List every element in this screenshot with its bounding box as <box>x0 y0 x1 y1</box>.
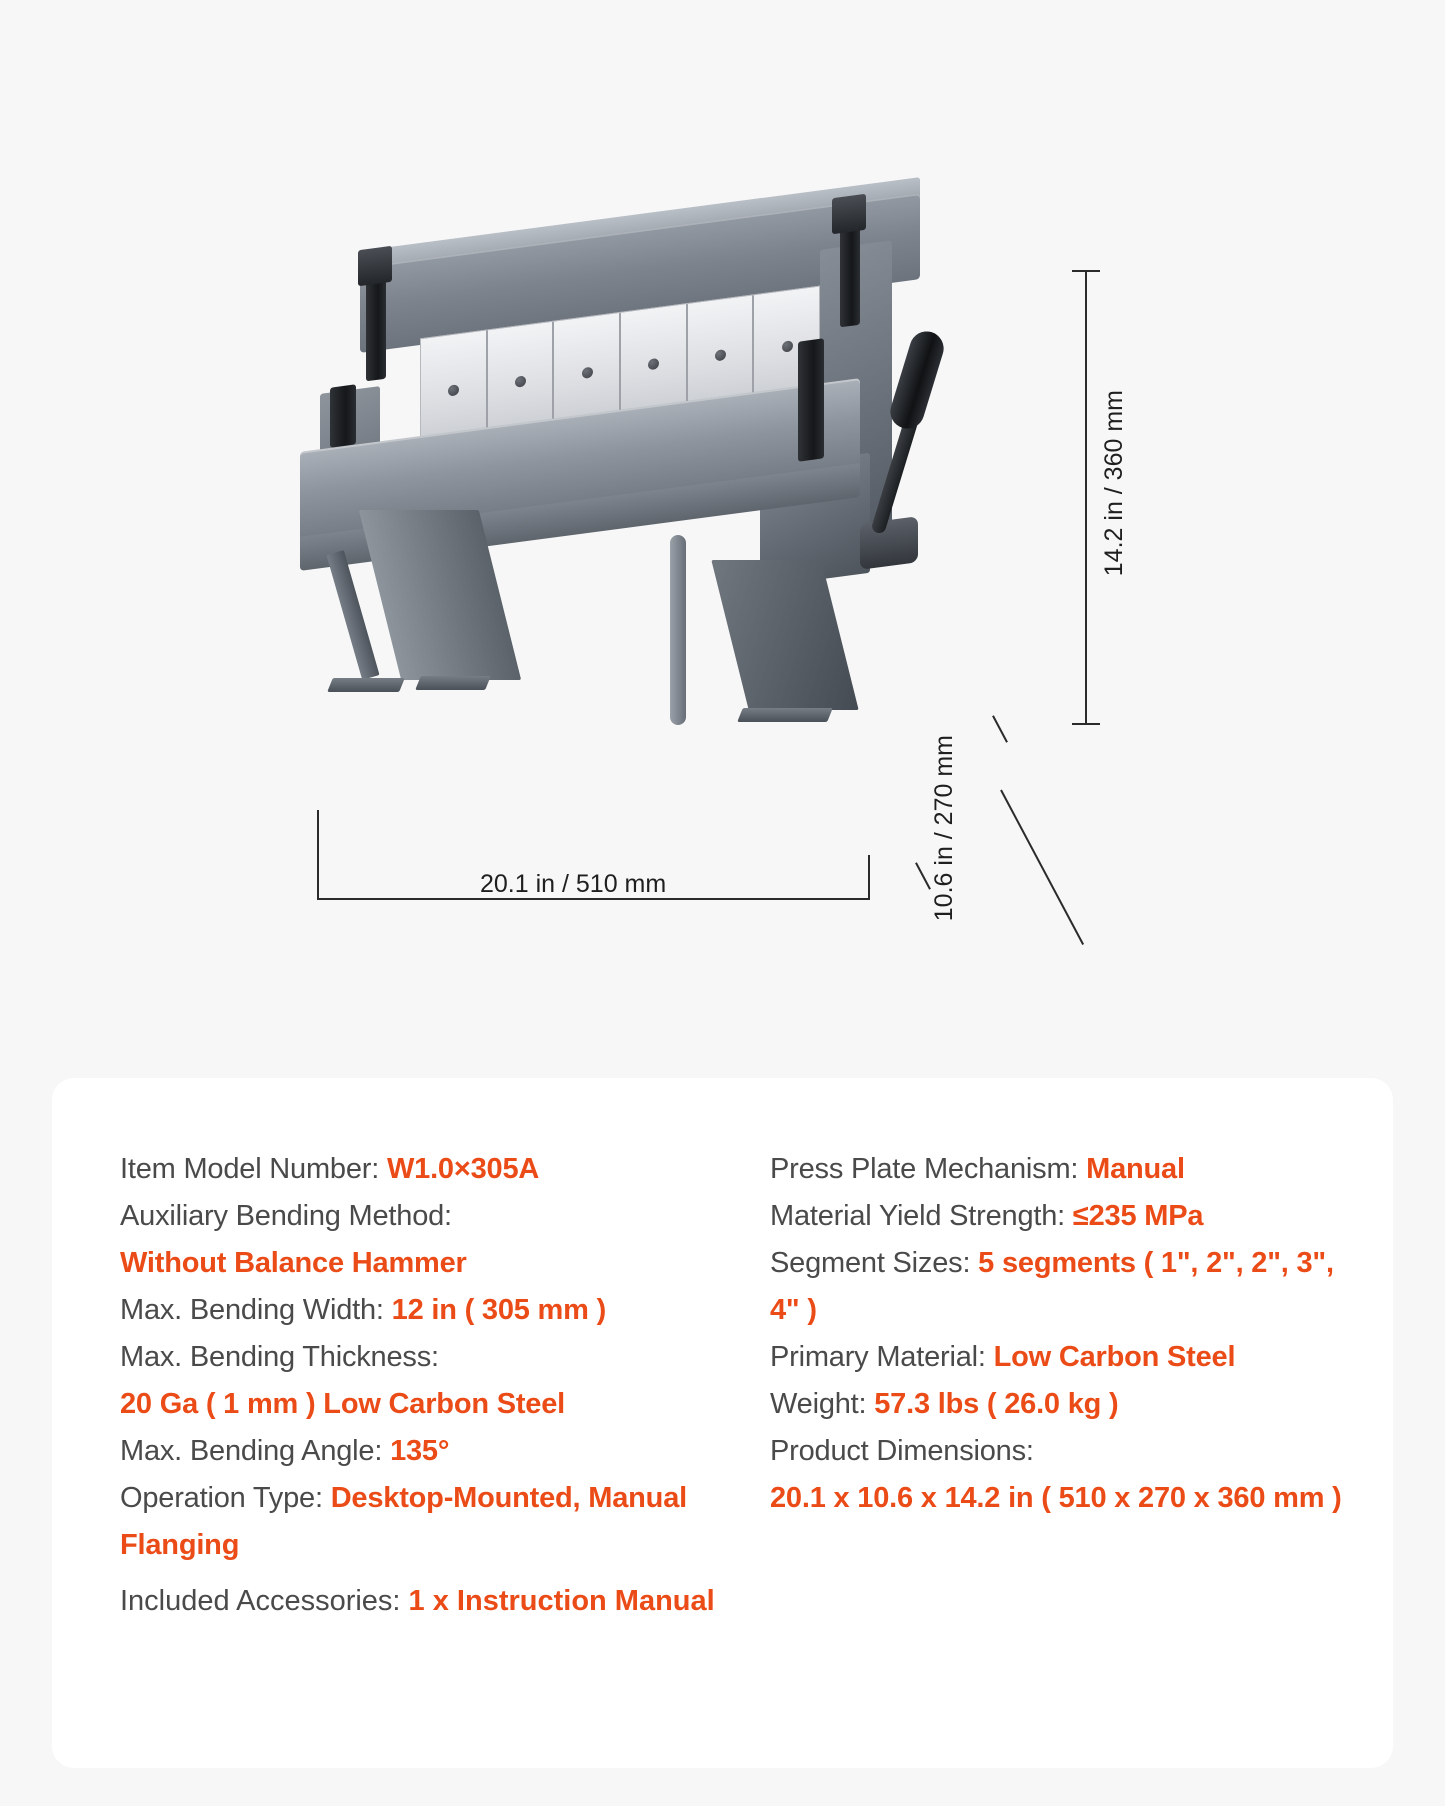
spec-item <box>770 1193 1353 1240</box>
height-dimension-line <box>1085 270 1087 725</box>
spec-item <box>120 1146 760 1193</box>
spec-value: W1.0×305A <box>386 1153 540 1185</box>
spec-value: 20 Ga ( 1 mm ) Low Carbon Steel <box>120 1387 566 1420</box>
foot-plate-center-left <box>415 676 491 690</box>
spec-label: Max. Bending Thickness: <box>120 1340 439 1373</box>
foot-plate-right <box>737 708 833 722</box>
included-accessories-line <box>120 1578 715 1625</box>
bending-brake-machine-illustration <box>300 190 1000 770</box>
spec-label: Item Model Number: <box>120 1153 387 1185</box>
spec-value: 12 in ( 305 mm ) <box>391 1293 607 1326</box>
spec-value: 5 segments ( 1", 2", 2", 3", 4" ) <box>770 1246 1334 1326</box>
spec-value: 20.1 x 10.6 x 14.2 in ( 510 x 270 x 360 mm ) <box>770 1481 1342 1514</box>
spec-item <box>120 1287 760 1334</box>
spec-item <box>120 1428 760 1475</box>
spec-label: Product Dimensions: <box>770 1434 1034 1467</box>
right-leg <box>711 560 858 710</box>
spec-value: Manual <box>1086 1153 1185 1185</box>
spec-value: 135° <box>390 1434 450 1467</box>
spec-item <box>120 1475 760 1569</box>
spec-label: Material Yield Strength: <box>770 1199 1073 1232</box>
spec-item <box>770 1428 1353 1522</box>
spec-value: Without Balance Hammer <box>120 1246 467 1279</box>
depth-dimension-label: 10.6 in / 270 mm <box>930 735 958 922</box>
spec-item <box>120 1193 760 1287</box>
spec-value: 1 x Instruction Manual <box>408 1585 715 1617</box>
handle-pivot-hub <box>860 516 918 570</box>
spec-label: Primary Material: <box>770 1340 994 1373</box>
clamp-block-left <box>358 246 392 286</box>
spec-label: Auxiliary Bending Method: <box>120 1199 452 1232</box>
spec-value: Low Carbon Steel <box>993 1340 1236 1373</box>
width-dimension-cap-left <box>317 810 319 900</box>
specifications-grid <box>120 1146 1353 1569</box>
clamp-block-right <box>832 194 866 234</box>
spec-value: 57.3 lbs ( 26.0 kg ) <box>874 1387 1119 1420</box>
depth-dimension-cap-bottom <box>915 862 931 889</box>
spec-label: Operation Type: <box>120 1481 331 1514</box>
specifications-right-column <box>770 1146 1353 1569</box>
foot-plate-left <box>327 678 405 692</box>
spec-value: ≤235 MPa <box>1072 1199 1204 1232</box>
width-dimension-cap-right <box>868 855 870 900</box>
center-leg <box>670 535 686 725</box>
spec-label: Weight: <box>770 1387 875 1420</box>
specifications-left-column <box>120 1146 760 1569</box>
height-dimension-cap-top <box>1072 270 1100 272</box>
spec-item <box>770 1334 1353 1381</box>
width-dimension-label: 20.1 in / 510 mm <box>480 870 667 898</box>
depth-dimension-line <box>1000 790 1084 945</box>
specifications-card <box>52 1078 1393 1768</box>
spec-item <box>770 1240 1353 1334</box>
spec-label: Max. Bending Width: <box>120 1293 392 1326</box>
spec-label: Press Plate Mechanism: <box>770 1153 1087 1185</box>
spec-item <box>770 1381 1353 1428</box>
spec-item <box>120 1334 760 1428</box>
spec-value: Desktop-Mounted, Manual Flanging <box>120 1481 687 1561</box>
spec-label: Max. Bending Angle: <box>120 1434 391 1467</box>
front-clamp-right <box>798 338 824 461</box>
height-dimension-label: 14.2 in / 360 mm <box>1100 390 1128 577</box>
left-leg-brace <box>326 550 379 680</box>
height-dimension-cap-bottom <box>1072 723 1100 725</box>
front-clamp-left <box>330 384 356 447</box>
spec-label: Included Accessories: <box>120 1585 409 1617</box>
spec-item <box>770 1146 1353 1193</box>
spec-label: Segment Sizes: <box>770 1246 979 1279</box>
handle-grip <box>886 327 948 433</box>
